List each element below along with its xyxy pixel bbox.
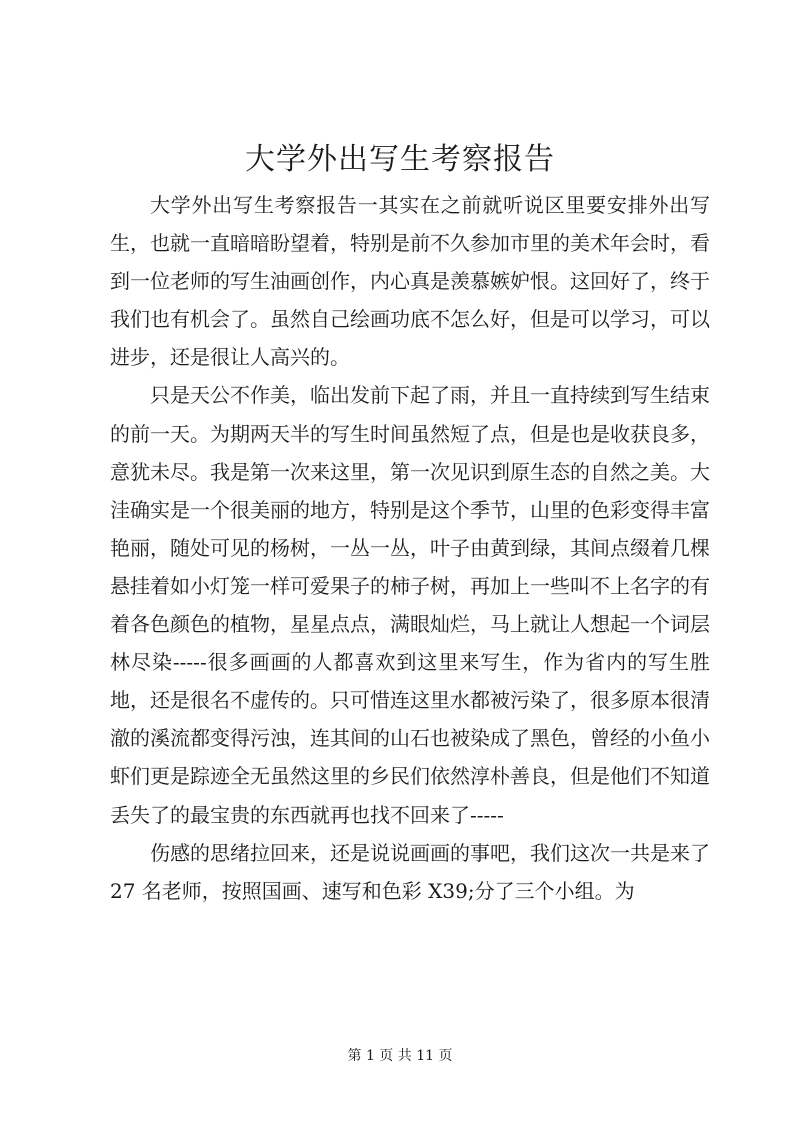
page-number-footer: 第 1 页 共 11 页 xyxy=(347,1048,453,1064)
document-title: 大学外出写生考察报告 xyxy=(245,142,555,177)
paragraph-2: 只是天公不作美，临出发前下起了雨，并且一直持续到写生结束的前一天。为期两天半的写生时间虽然短了点，但是也是收获良多，意犹未尽。我是第一次来这里，第一次见识到原生态的自然之美。大洼确实是一个很美丽的地方，特别是这个季节，山里的色彩变得丰富艳丽，随处可见的杨树，一丛一丛，叶子由黄到绿，其间点缀着几棵悬挂着如小灯笼一样可爱果子的柿子树，再加上一些叫不上名字的有着各色颜色的植物，星星点点，满眼灿烂，马上就让人想起一个词层林尽染-----很多画画的人都喜欢到这里来写生，作为省内的写生胜地，还是很名不虚传的。只可惜连这里水都被污染了，很多原本很清澈的溪流都变得污浊，连其间的山石也被染成了黑色，曾经的小鱼小虾们更是踪迹全无虽然这里的乡民们依然淳朴善良，但是他们不知道丢失了的最宝贵的东西就再也找不回来了----- xyxy=(110,383,710,827)
paragraph-3: 伤感的思绪拉回来，还是说说画画的事吧，我们这次一共是来了 27 名老师，按照国画、速写和色彩 X39;分了三个小组。为 xyxy=(110,840,710,903)
paragraph-1: 大学外出写生考察报告一其实在之前就听说区里要安排外出写生，也就一直暗暗盼望着，特别是前不久参加市里的美术年会时，看到一位老师的写生油画创作，内心真是羡慕嫉妒恨。这回好了，终于我们也有机会了。虽然自己绘画功底不怎么好，但是可以学习，可以进步，还是很让人高兴的。 xyxy=(110,193,710,370)
document-body xyxy=(110,186,710,910)
